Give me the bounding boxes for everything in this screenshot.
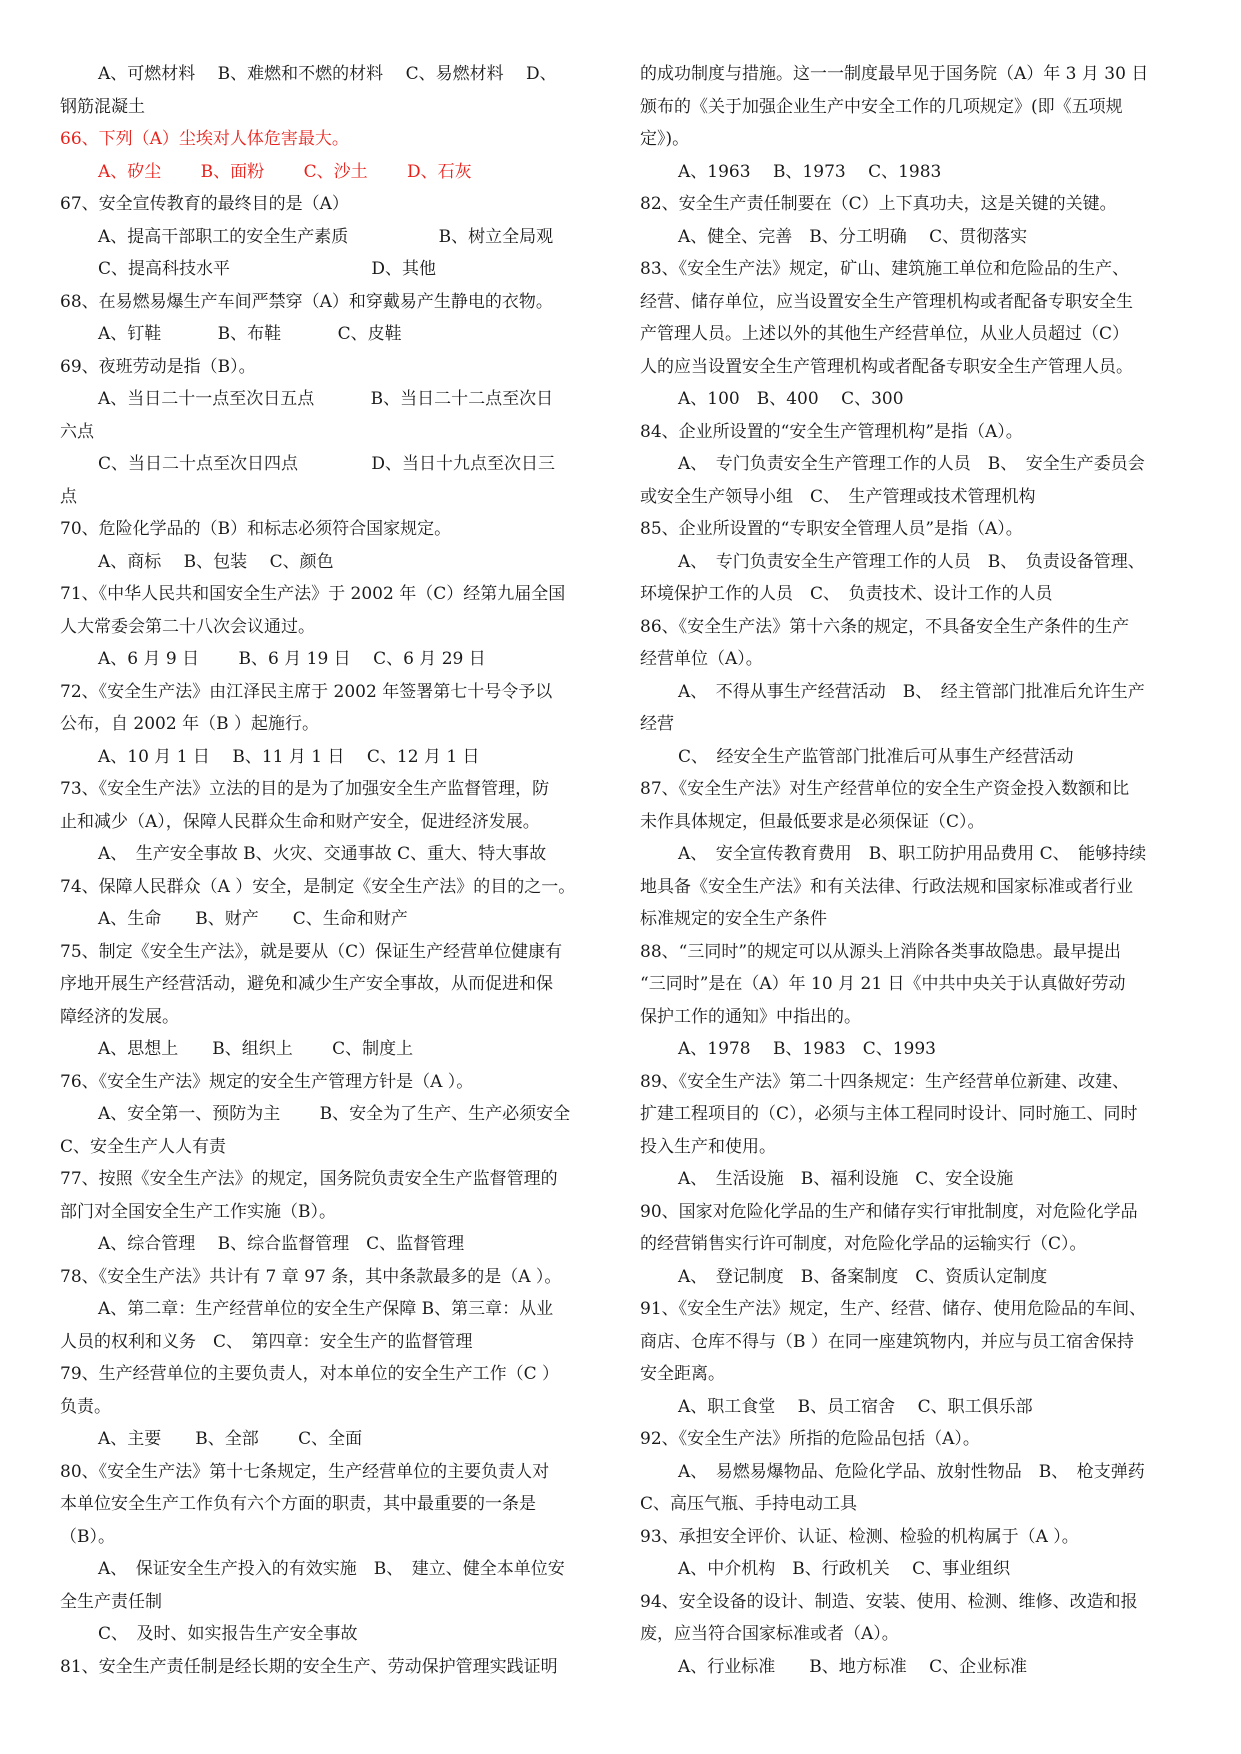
text-line: 86、《安全生产法》第十六条的规定，不具备安全生产条件的生产: [640, 616, 1130, 637]
text-line: A、安全第一、预防为主 B、安全为了生产、生产必须安全: [98, 1104, 571, 1124]
text-line: 68、在易燃易爆生产车间严禁穿（A）和穿戴易产生静电的衣物。: [60, 291, 553, 312]
text-line: 71、《中华人民共和国安全生产法》于 2002 年（C）经第九届全国: [60, 584, 566, 604]
text-line: 颁布的《关于加强企业生产中安全工作的几项规定》(即《五项规: [640, 96, 1123, 117]
text-line: C、高压气瓶、手持电动工具: [640, 1494, 858, 1514]
text-line: 标准规定的安全生产条件: [640, 909, 827, 929]
text-line: A、主要 B、全部 C、全面: [98, 1429, 363, 1449]
text-line: 六点: [60, 421, 94, 442]
text-line: 75、制定《安全生产法》，就是要从（C）保证生产经营单位健康有: [60, 941, 563, 962]
right-column: [640, 58, 1185, 1683]
text-line: 83、《安全生产法》规定，矿山、建筑施工单位和危险品的生产、: [640, 259, 1130, 279]
text-line: A、 易燃易爆物品、危险化学品、放射性物品 B、 枪支弹药: [678, 1461, 1145, 1482]
text-line: A、10 月 1 日 B、11 月 1 日 C、12 月 1 日: [98, 746, 480, 767]
text-line: 87、《安全生产法》对生产经营单位的安全生产资金投入数额和比: [640, 779, 1130, 799]
text-line: 72、《安全生产法》由江泽民主席于 2002 年签署第七十号令予以: [60, 681, 553, 702]
text-line: 67、安全宣传教育的最终目的是（A）: [60, 194, 349, 214]
text-line: A、思想上 B、组织上 C、制度上: [98, 1039, 414, 1059]
text-line: 70、危险化学品的（B）和标志必须符合国家规定。: [60, 519, 452, 539]
text-line: A、 专门负责安全生产管理工作的人员 B、 安全生产委员会: [678, 454, 1145, 474]
text-line: （B）。: [60, 1526, 115, 1547]
text-line: A、提高干部职工的安全生产素质 B、树立全局观: [98, 226, 554, 247]
text-line: 88、“三同时”的规定可以从源头上消除各类事故隐患。最早提出: [640, 941, 1122, 962]
text-line: 未作具体规定，但最低要求是必须保证（C）。: [640, 811, 985, 832]
text-line: 定》)。: [640, 129, 690, 149]
text-line: 76、《安全生产法》规定的安全生产管理方针是（A ）。: [60, 1071, 474, 1092]
text-line: A、健全、完善 B、分工明确 C、贯彻落实: [678, 226, 1028, 247]
text-line: 92、《安全生产法》所指的危险品包括（A）。: [640, 1429, 980, 1449]
text-line: A、6 月 9 日 B、6 月 19 日 C、6 月 29 日: [98, 649, 486, 669]
text-line: 人员的权利和义务 C、 第四章：安全生产的监督管理: [60, 1331, 473, 1352]
text-line: A、100 B、400 C、300: [678, 389, 904, 409]
text-line: C、安全生产人人有责: [60, 1136, 227, 1157]
left-column: [60, 58, 603, 1683]
text-line: “三同时”是在（A）年 10 月 21 日《中共中央关于认真做好劳动: [640, 974, 1126, 994]
text-line: 90、国家对危险化学品的生产和储存实行审批制度，对危险化学品: [640, 1201, 1138, 1222]
text-line: A、 不得从事生产经营活动 B、 经主管部门批准后允许生产: [678, 681, 1145, 702]
text-line: 本单位安全生产工作负有六个方面的职责，其中最重要的一条是: [60, 1494, 536, 1514]
text-line: A、 生活设施 B、福利设施 C、安全设施: [678, 1169, 1014, 1189]
text-line: 地具备《安全生产法》和有关法律、行政法规和国家标准或者行业: [640, 876, 1133, 897]
text-line: 钢筋混凝土: [60, 96, 145, 117]
text-line: A、当日二十一点至次日五点 B、当日二十二点至次日: [98, 389, 554, 409]
text-line: 84、企业所设置的“安全生产管理机构”是指（A）。: [640, 421, 1023, 442]
text-line: 85、企业所设置的“专职安全管理人员”是指（A）。: [640, 519, 1023, 539]
text-line: C、当日二十点至次日四点 D、当日十九点至次日三: [98, 454, 556, 474]
text-line: 投入生产和使用。: [640, 1136, 776, 1157]
text-line: 负责。: [60, 1396, 111, 1417]
text-line: 序地开展生产经营活动，避免和减少生产安全事故，从而促进和保: [60, 974, 553, 994]
text-line: C、 及时、如实报告生产安全事故: [98, 1624, 358, 1644]
text-line: 79、生产经营单位的主要负责人，对本单位的安全生产工作（C ）: [60, 1364, 560, 1384]
text-line: 82、安全生产责任制要在（C）上下真功夫，这是关键的关键。: [640, 194, 1117, 214]
text-line: 部门对全国安全生产工作实施（B）。: [60, 1201, 336, 1222]
text-line: 66、下列（A）尘埃对人体危害最大。: [60, 129, 349, 149]
text-line: 经营、储存单位，应当设置安全生产管理机构或者配备专职安全生: [640, 291, 1133, 312]
text-line: A、 登记制度 B、备案制度 C、资质认定制度: [678, 1266, 1048, 1287]
text-line: A、1963 B、1973 C、1983: [678, 161, 942, 182]
text-line: A、第二章：生产经营单位的安全生产保障 B、第三章：从业: [98, 1299, 554, 1319]
text-line: 保护工作的通知》中指出的。: [640, 1006, 861, 1027]
text-line: 94、安全设备的设计、制造、安装、使用、检测、维修、改造和报: [640, 1591, 1138, 1612]
text-line: 扩建工程项目的（C），必须与主体工程同时设计、同时施工、同时: [640, 1104, 1138, 1124]
text-line: 80、《安全生产法》第十七条规定，生产经营单位的主要负责人对: [60, 1461, 550, 1482]
text-line: 的成功制度与措施。这一一制度最早见于国务院（A）年 3 月 30 日: [640, 64, 1149, 84]
text-line: A、行业标准 B、地方标准 C、企业标准: [678, 1656, 1028, 1677]
text-line: 人大常委会第二十八次会议通过。: [60, 616, 315, 637]
text-line: 69、夜班劳动是指（B）。: [60, 356, 256, 377]
text-line: 全生产责任制: [60, 1591, 162, 1612]
text-line: 公布，自 2002 年（B ）起施行。: [60, 714, 319, 734]
text-line: A、可燃材料 B、难燃和不燃的材料 C、易燃材料 D、: [98, 64, 557, 84]
text-line: 89、《安全生产法》第二十四条规定：生产经营单位新建、改建、: [640, 1071, 1130, 1092]
text-line: 78、《安全生产法》共计有 7 章 97 条，其中条款最多的是（A ）。: [60, 1266, 562, 1287]
text-line: 77、按照《安全生产法》的规定，国务院负责安全生产监督管理的: [60, 1169, 558, 1189]
text-line: A、钉鞋 B、布鞋 C、皮鞋: [98, 324, 402, 344]
text-line: A、商标 B、包装 C、颜色: [98, 551, 334, 572]
text-line: 93、承担安全评价、认证、检测、检验的机构属于（A ）。: [640, 1526, 1079, 1547]
text-line: 障经济的发展。: [60, 1006, 179, 1027]
text-line: A、1978 B、1983 C、1993: [678, 1039, 936, 1059]
text-line: 点: [60, 486, 77, 507]
text-line: 或安全生产领导小组 C、 生产管理或技术管理机构: [640, 486, 1036, 507]
text-line: 81、安全生产责任制是经长期的安全生产、劳动保护管理实践证明: [60, 1656, 558, 1677]
text-line: 73、《安全生产法》立法的目的是为了加强安全生产监督管理，防: [60, 779, 550, 799]
text-line: A、 安全宣传教育费用 B、职工防护用品费用 C、 能够持续: [678, 844, 1147, 864]
text-line: 商店、仓库不得与（B ）在同一座建筑物内，并应与员工宿舍保持: [640, 1331, 1134, 1352]
text-line: A、 生产安全事故 B、火灾、交通事故 C、重大、特大事故: [98, 844, 547, 864]
text-line: 91、《安全生产法》规定，生产、经营、储存、使用危险品的车间、: [640, 1299, 1147, 1319]
text-line: 安全距离。: [640, 1364, 725, 1384]
text-line: A、综合管理 B、综合监督管理 C、监督管理: [98, 1234, 465, 1254]
text-line: A、职工食堂 B、员工宿舍 C、职工俱乐部: [678, 1396, 1033, 1417]
text-line: 的经营销售实行许可制度，对危险化学品的运输实行（C）。: [640, 1234, 1087, 1254]
text-line: 74、保障人民群众（A ）安全，是制定《安全生产法》的目的之一。: [60, 876, 576, 897]
text-line: C、提高科技水平 D、其他: [98, 259, 437, 279]
text-line: 环境保护工作的人员 C、 负责技术、设计工作的人员: [640, 584, 1053, 604]
text-line: 经营单位（A）。: [640, 649, 763, 669]
text-line: A、中介机构 B、行政机关 C、事业组织: [678, 1559, 1011, 1579]
text-line: C、 经安全生产监管部门批准后可从事生产经营活动: [678, 746, 1074, 767]
text-line: 经营: [640, 714, 674, 734]
text-line: 产管理人员。上述以外的其他生产经营单位，从业人员超过（C）: [640, 324, 1130, 344]
text-line: 人的应当设置安全生产管理机构或者配备专职安全生产管理人员。: [640, 356, 1133, 377]
text-line: 止和减少（A），保障人民群众生命和财产安全，促进经济发展。: [60, 811, 540, 832]
text-line: A、 保证安全生产投入的有效实施 B、 建立、健全本单位安: [98, 1559, 565, 1579]
text-line: A、矽尘 B、面粉 C、沙土 D、石灰: [98, 161, 472, 182]
text-line: A、生命 B、财产 C、生命和财产: [98, 909, 408, 929]
text-line: 废，应当符合国家标准或者（A）。: [640, 1624, 899, 1644]
text-line: A、 专门负责安全生产管理工作的人员 B、 负责设备管理、: [678, 551, 1145, 572]
